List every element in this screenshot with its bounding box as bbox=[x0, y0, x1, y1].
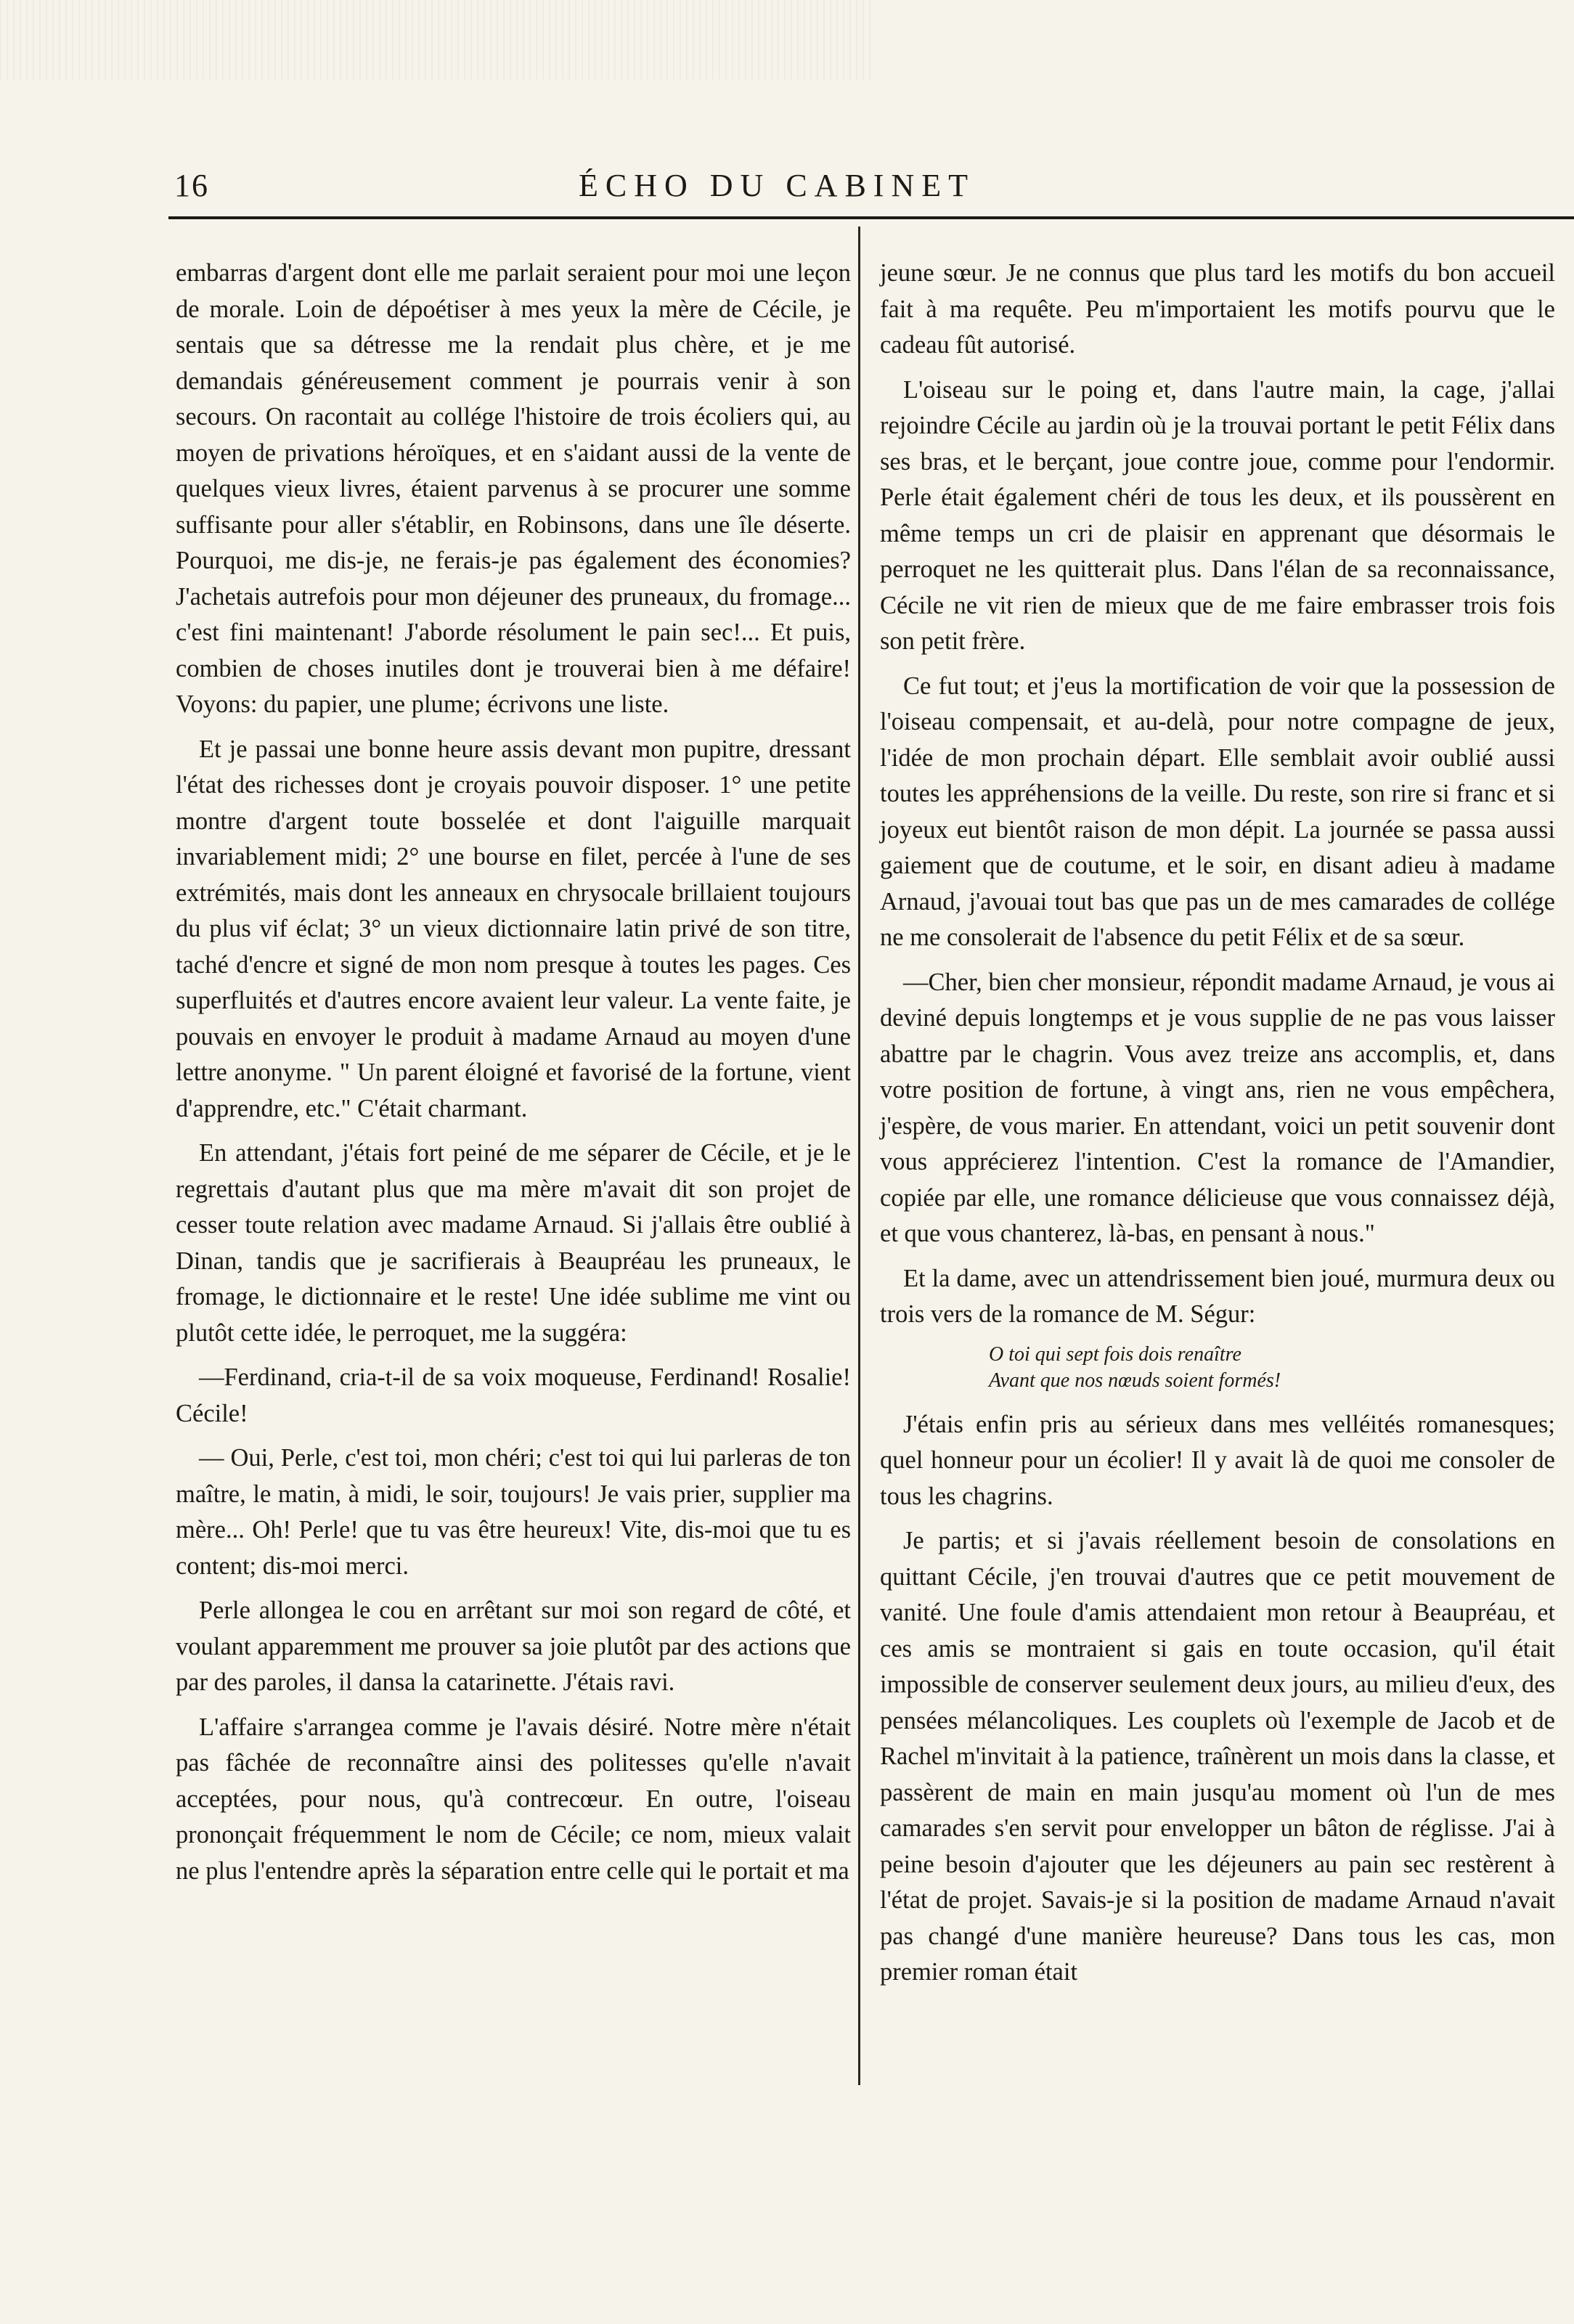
paragraph: Je partis; et si j'avais réellement besoin de consolations en quittant Cécile, j'en trouvai d'autres que ce petit mouvement de vanité. Une foule d'amis attendaient mon retour à Beaupréau, et ces amis se montraient si gais en toute occasion, qu'il était impossible de conserver seulement deux jours, au milieu d'eux, des pensées mélancoliques. Les couplets où l'exemple de Jacob et de Rachel m'invitait à la patience, traînèrent un mois dans la classe, et passèrent de main en main jusqu'au moment où l'un de mes camarades s'en servit pour envelopper un bâton de réglisse. J'ai à peine besoin d'ajouter que les déjeuners au pain sec restèrent à l'état de projet. Savais-je si la position de madame Arnaud n'avait pas changé d'une manière heureuse? Dans tous les cas, mon premier roman était bbox=[880, 1527, 1555, 1986]
page-header bbox=[174, 167, 1379, 211]
verse-line: Avant que nos nœuds soient formés! bbox=[989, 1369, 1281, 1392]
left-column bbox=[176, 256, 851, 1898]
verse-line: O toi qui sept fois dois renaître bbox=[989, 1342, 1241, 1366]
paragraph: Et je passai une bonne heure assis devant mon pupitre, dressant l'état des richesses dont je croyais pouvoir disposer. 1° une petite montre d'argent toute bosselée et dont l'aiguille marquait invariablement midi; 2° une bourse en filet, percée à l'une de ses extrémités, mais dont les anneaux en chrysocale brillaient toujours du plus vif éclat; 3° un vieux dictionnaire latin privé de son titre, taché d'encre et signé de mon nom presque à toutes les pages. Ces superfluités et d'autres encore avaient leur valeur. La vente faite, je pouvais en envoyer le produit à madame Arnaud au moyen d'une lettre anonyme. " Un parent éloigné et favorisé de la fortune, vient d'apprendre, etc." C'était charmant. bbox=[176, 735, 851, 1122]
paragraph: Et la dame, avec un attendrissement bien joué, murmura deux ou trois vers de la romance de M. Ségur: bbox=[880, 1264, 1555, 1328]
paragraph: Ce fut tout; et j'eus la mortification de voir que la possession de l'oiseau compensait, et au-delà, pour notre compagne de jeux, l'idée de mon prochain départ. Elle semblait avoir oublié aussi toutes les appréhensions de la veille. Du reste, son rire si franc et si joyeux eut bientôt raison de mon dépit. La journée se passa aussi gaiement que de coutume, et le soir, en disant adieu à madame Arnaud, j'avouai tout bas que pas un de mes camarades de collége ne me consolerait de l'absence du petit Félix et de sa sœur. bbox=[880, 672, 1555, 951]
page-number: 16 bbox=[174, 168, 209, 203]
paragraph: J'étais enfin pris au sérieux dans mes velléités romanesques; quel honneur pour un écolier! Il y avait là de quoi me consoler de tous les chagrins. bbox=[880, 1410, 1555, 1510]
header-rule bbox=[168, 216, 1574, 219]
paragraph: Perle allongea le cou en arrêtant sur moi son regard de côté, et voulant apparemment me prouver sa joie plutôt par des actions que par des paroles, il dansa la catarinette. J'étais ravi. bbox=[176, 1597, 851, 1696]
verse-quote bbox=[880, 1342, 1555, 1394]
column-divider bbox=[858, 227, 860, 2085]
right-column bbox=[880, 256, 1555, 1999]
paragraph: embarras d'argent dont elle me parlait seraient pour moi une leçon de morale. Loin de dépoétiser à mes yeux la mère de Cécile, je sentais que sa détresse me la rendait plus chère, et je me demandais généreusement comment je pourrais venir à son secours. On racontait au collége l'histoire de trois écoliers qui, au moyen de privations héroïques, et en s'aidant aussi de la vente de quelques vieux livres, étaient parvenus à se procurer une somme suffisante pour aller s'établir, en Robinsons, dans une île déserte. Pourquoi, me dis-je, ne ferais-je pas également des économies? J'achetais autrefois pour mon déjeuner des pruneaux, du fromage... c'est fini maintenant! J'aborde résolument le pain sec!... Et puis, combien de choses inutiles dont je trouverai bien à me défaire! Voyons: du papier, une plume; écrivons une liste. bbox=[176, 259, 851, 718]
running-title: ÉCHO DU CABINET bbox=[579, 168, 975, 203]
paragraph: jeune sœur. Je ne connus que plus tard les motifs du bon accueil fait à ma requête. Peu m'importaient les motifs pourvu que le cadeau fût autorisé. bbox=[880, 259, 1555, 359]
paragraph: —Ferdinand, cria-t-il de sa voix moqueuse, Ferdinand! Rosalie! Cécile! bbox=[176, 1363, 851, 1427]
paragraph: L'affaire s'arrangea comme je l'avais désiré. Notre mère n'était pas fâchée de reconnaître ainsi des politesses qu'elle n'avait acceptées, pour nous, qu'à contrecœur. En outre, l'oiseau prononçait fréquemment le nom de Cécile; ce nom, mieux valait ne plus l'entendre après la séparation entre celle qui le portait et ma bbox=[176, 1713, 851, 1885]
scan-noise bbox=[0, 0, 871, 80]
paragraph: —Cher, bien cher monsieur, répondit madame Arnaud, je vous ai deviné depuis longtemps et je vous supplie de ne pas vous laisser abattre par le chagrin. Vous avez treize ans accomplis, et, dans votre position de fortune, à vingt ans, rien ne vous empêchera, j'espère, de vous marier. En attendant, voici un petit souvenir dont vous apprécierez l'intention. C'est la romance de l'Amandier, copiée par elle, une romance délicieuse que vous connaissez déjà, et que vous chanterez, là-bas, en pensant à nous." bbox=[880, 968, 1555, 1247]
paragraph: — Oui, Perle, c'est toi, mon chéri; c'est toi qui lui parleras de ton maître, le matin, à midi, le soir, toujours! Je vais prier, supplier ma mère... Oh! Perle! que tu vas être heureux! Vite, dis-moi que tu es content; dis-moi merci. bbox=[176, 1444, 851, 1580]
paragraph: L'oiseau sur le poing et, dans l'autre main, la cage, j'allai rejoindre Cécile au jardin où je la trouvai portant le petit Félix dans ses bras, et le berçant, joue contre joue, comme pour l'endormir. Perle était également chéri de tous les deux, et ils poussèrent en même temps un cri de plaisir en apprenant que désormais le perroquet ne les quitterait plus. Dans l'élan de sa reconnaissance, Cécile ne vit rien de mieux que de me faire embrasser trois fois son petit frère. bbox=[880, 375, 1555, 655]
paragraph: En attendant, j'étais fort peiné de me séparer de Cécile, et je le regrettais d'autant plus que ma mère m'avait dit son projet de cesser toute relation avec madame Arnaud. Si j'allais être oublié à Dinan, tandis que je sacrifierais à Beaupréau les pruneaux, le fromage, le dictionnaire et le reste! Une idée sublime me vint ou plutôt cette idée, le perroquet, me la suggéra: bbox=[176, 1139, 851, 1347]
